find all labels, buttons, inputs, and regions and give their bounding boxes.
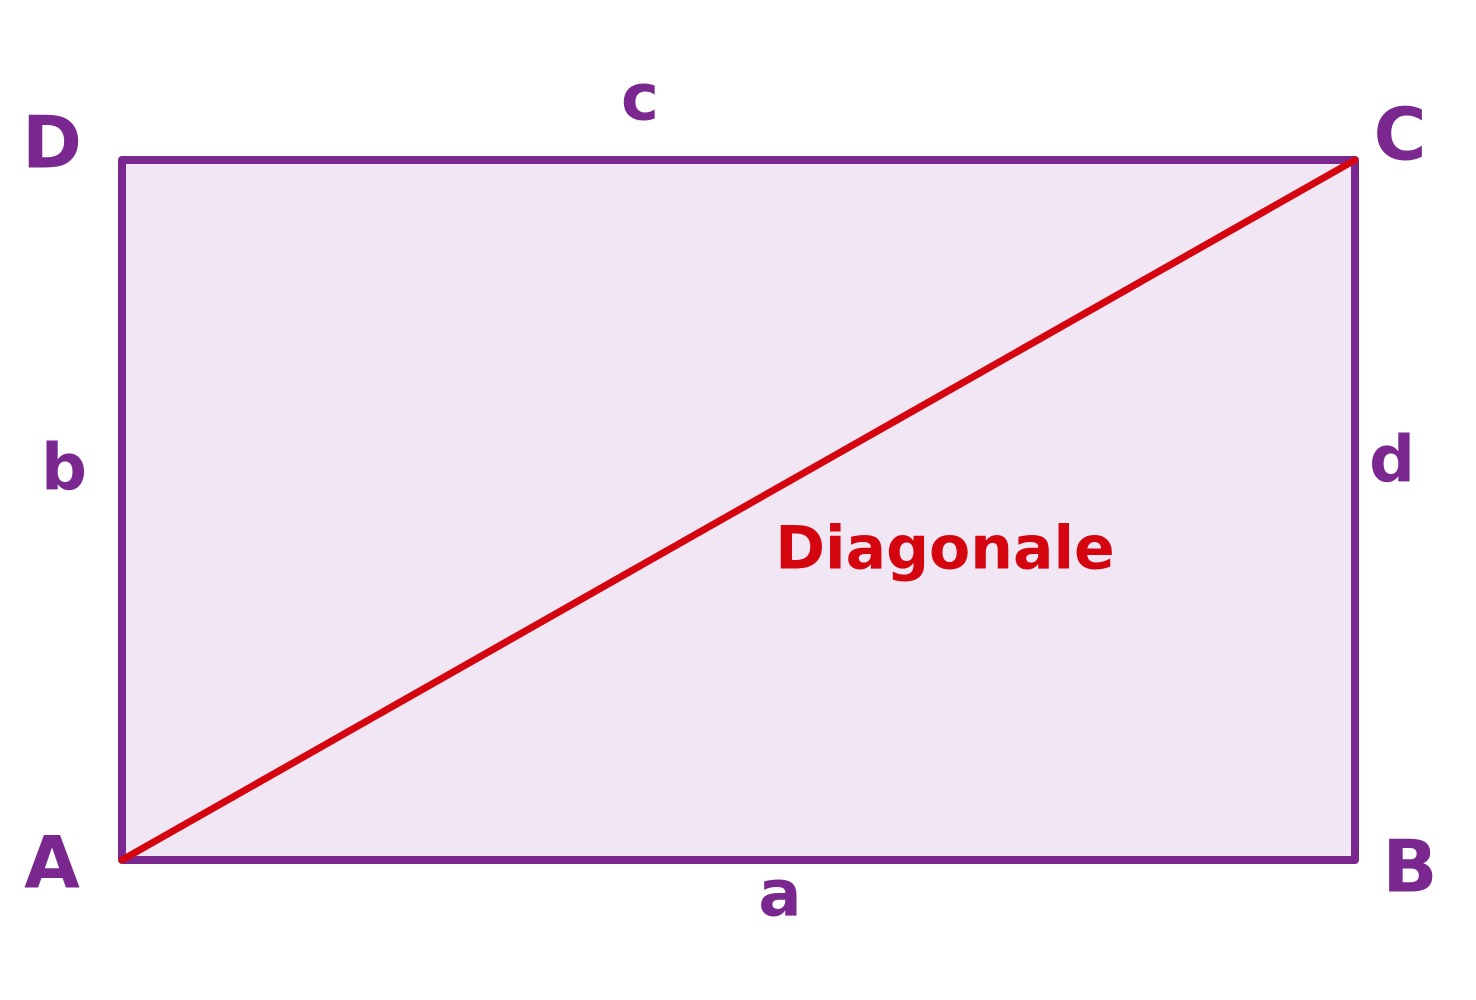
diagonal-label: Diagonale xyxy=(775,513,1115,584)
side-label-bottom: a xyxy=(758,857,802,932)
vertex-label-a: A xyxy=(24,820,80,905)
side-label-left: b xyxy=(41,431,87,506)
vertex-label-d: D xyxy=(22,100,82,185)
vertex-label-c: C xyxy=(1373,92,1427,177)
vertex-label-b: B xyxy=(1382,824,1438,909)
side-label-right: d xyxy=(1369,423,1415,498)
side-label-top: c xyxy=(621,61,659,136)
